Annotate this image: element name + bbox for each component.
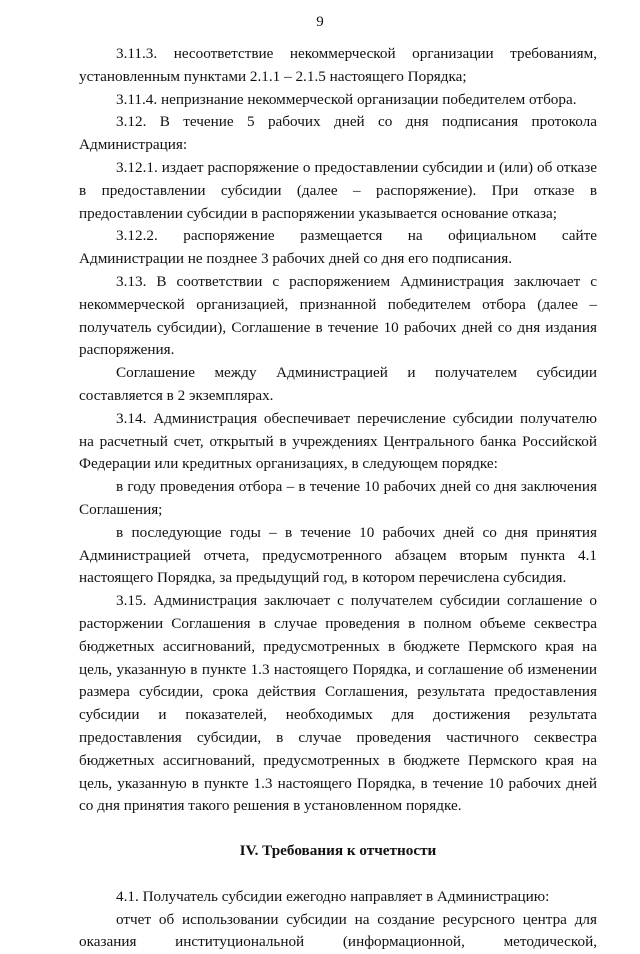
paragraph-3-15: 3.15. Администрация заключает с получателем субсидии соглашение о расторжении Соглашения в случае проведения в полном объеме секвестра бюджетных ассигнований, предусмотренных в бюджете Пермского края на цель, указанную в пункте 1.3 настоящего Порядка, и соглашение об изменении размера субсидии, срока действия Соглашения, результата предоставления субсидии и показателей, необходимых для достижения результата предоставления субсидии, в случае проведения частичного секвестра бюджетных ассигнований, предусмотренных в бюджете Пермского края на цель, указанную в пункте 1.3 настоящего Порядка, в течение 10 рабочих дней со дня принятия такого решения в установленном порядке. bbox=[79, 592, 597, 815]
document-body bbox=[79, 43, 597, 954]
paragraph-3-14-first-year: в году проведения отбора – в течение 10 рабочих дней со дня заключения Соглашения; bbox=[79, 478, 597, 518]
paragraph-4-1-report: отчет об использовании субсидии на создание ресурсного центра для оказания институциональной (информационной, методической, bbox=[79, 910, 597, 951]
page-number: 9 bbox=[316, 14, 324, 30]
paragraph-3-14-following-years: в последующие годы – в течение 10 рабочих дней со дня принятия Администрацией отчета, предусмотренного абзацем вторым пункта 4.1 настоящего Порядка, за предыдущий год, в котором перечислена субсидия. bbox=[79, 523, 597, 587]
paragraph-3-11-4: 3.11.4. непризнание некоммерческой организации победителем отбора. bbox=[116, 90, 577, 108]
section-heading: IV. Требования к отчетности bbox=[239, 842, 437, 860]
paragraph-3-11-3: 3.11.3. несоответствие некоммерческой организации требованиям, установленным пунктами 2.1.1 – 2.1.5 настоящего Порядка; bbox=[79, 45, 597, 85]
paragraph-3-12-2: 3.12.2. распоряжение размещается на официальном сайте Администрации не позднее 3 рабочих дней со дня его подписания. bbox=[79, 227, 597, 268]
paragraph-3-13: 3.13. В соответствии с распоряжением Администрация заключает с некоммерческой организацией, признанной победителем отбора (далее – получатель субсидии), Соглашение в течение 10 рабочих дней со дня издания распоряжения. bbox=[79, 272, 597, 359]
paragraph-agreement-copies: Соглашение между Администрацией и получателем субсидии составляется в 2 экземплярах. bbox=[79, 364, 597, 404]
paragraph-3-14: 3.14. Администрация обеспечивает перечисление субсидии получателю на расчетный счет, открытый в учреждениях Центрального банка Российской Федерации или кредитных организациях, в следующем порядке: bbox=[79, 409, 597, 473]
paragraph-3-12-1: 3.12.1. издает распоряжение о предоставлении субсидии и (или) об отказе в предоставлении субсидии (далее – распоряжение). При отказе в предоставлении субсидии в распоряжении указывается основание отказа; bbox=[79, 158, 597, 222]
paragraph-3-12: 3.12. В течение 5 рабочих дней со дня подписания протокола Администрация: bbox=[79, 113, 597, 154]
paragraph-4-1: 4.1. Получатель субсидии ежегодно направляет в Администрацию: bbox=[116, 887, 550, 905]
